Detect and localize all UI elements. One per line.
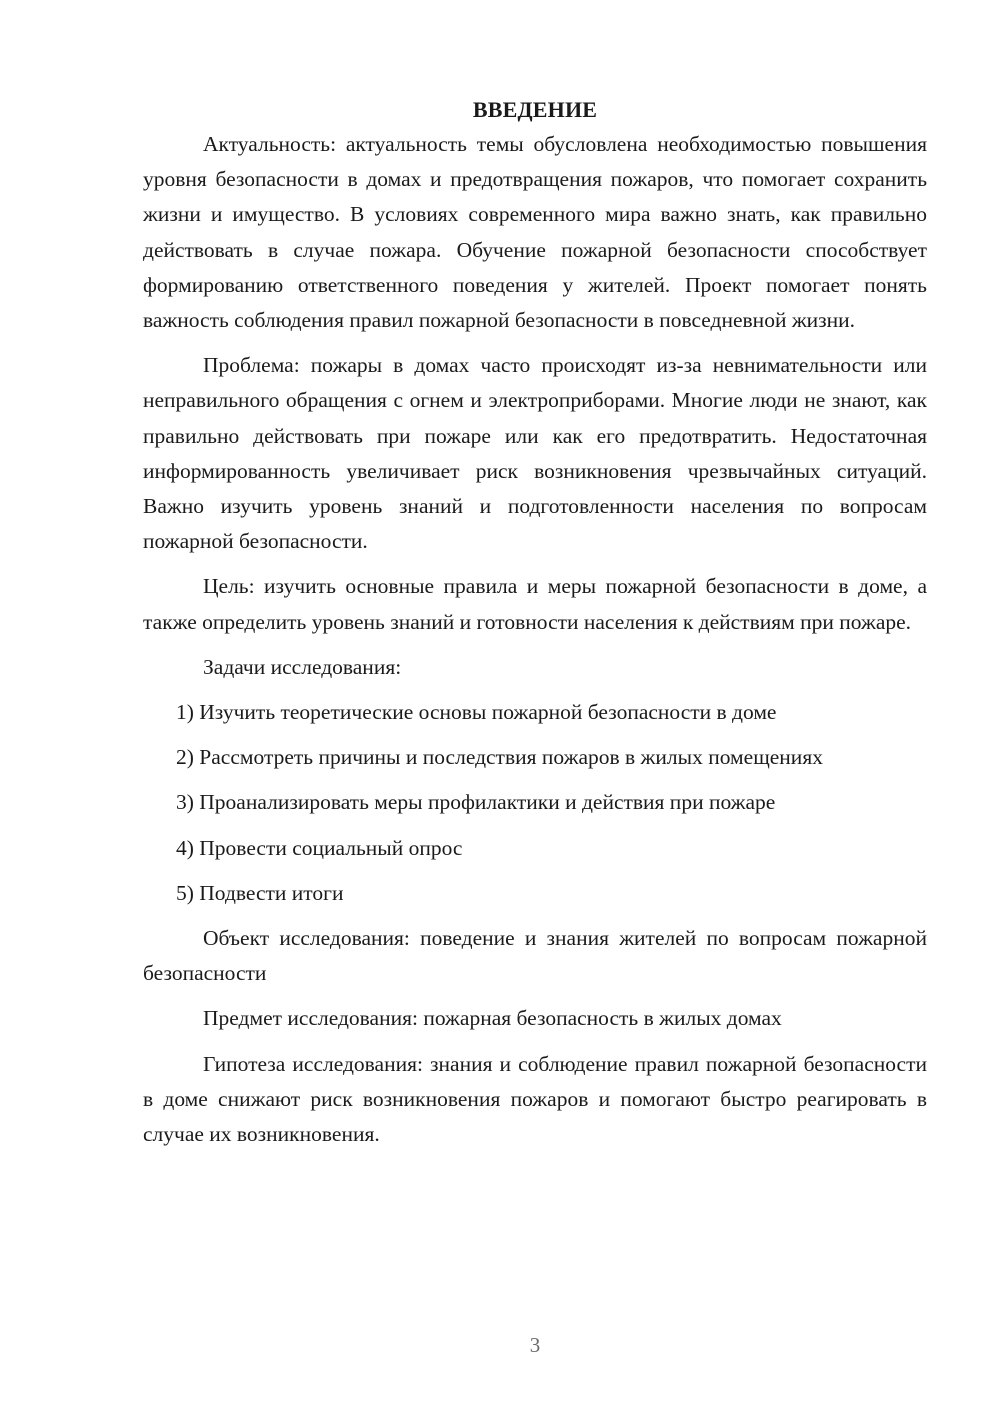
task-item-1: 1) Изучить теоретические основы пожарной безопасности в доме <box>176 700 777 725</box>
task-item-3: 3) Проанализировать меры профилактики и действия при пожаре <box>176 790 776 815</box>
problem-paragraph: Проблема: пожары в домах часто происходят из-за невнимательности или неправильного обращения с огнем и электроприборами. Многие люди не знают, как правильно действовать при пожаре или как его предотвратить. Недостаточная информированность увеличивает риск возникновения чрезвычайных ситуаций. Важно изучить уровень знаний и подготовленности населения по вопросам пожарной безопасности. <box>143 353 927 554</box>
task-item-4: 4) Провести социальный опрос <box>176 835 463 860</box>
tasks-list <box>143 695 927 911</box>
page-number: 3 <box>529 1333 541 1357</box>
tasks-heading: Задачи исследования: <box>203 654 402 679</box>
subject-paragraph: Предмет исследования: пожарная безопасность в жилых домах <box>203 1006 782 1031</box>
hypothesis-paragraph: Гипотеза исследования: знания и соблюдение правил пожарной безопасности в доме снижают риск возникновения пожаров и помогают быстро реагировать в случае их возникновения. <box>143 1051 927 1147</box>
goal-paragraph: Цель: изучить основные правила и меры пожарной безопасности в доме, а также определить уровень знаний и готовности населения к действиям при пожаре. <box>143 574 927 634</box>
object-paragraph: Объект исследования: поведение и знания жителей по вопросам пожарной безопасности <box>143 926 927 986</box>
document-page <box>143 92 927 1162</box>
section-heading: ВВЕДЕНИЕ <box>472 97 598 122</box>
task-item-5: 5) Подвести итоги <box>176 880 344 905</box>
task-item-2: 2) Рассмотреть причины и последствия пожаров в жилых помещениях <box>176 745 823 770</box>
relevance-paragraph: Актуальность: актуальность темы обусловлена необходимостью повышения уровня безопасности в домах и предотвращения пожаров, что помогает сохранить жизни и имущество. В условиях современного мира важно знать, как правильно действовать в случае пожара. Обучение пожарной безопасности способствует формированию ответственного поведения у жителей. Проект помогает понять важность соблюдения правил пожарной безопасности в повседневной жизни. <box>143 132 927 333</box>
